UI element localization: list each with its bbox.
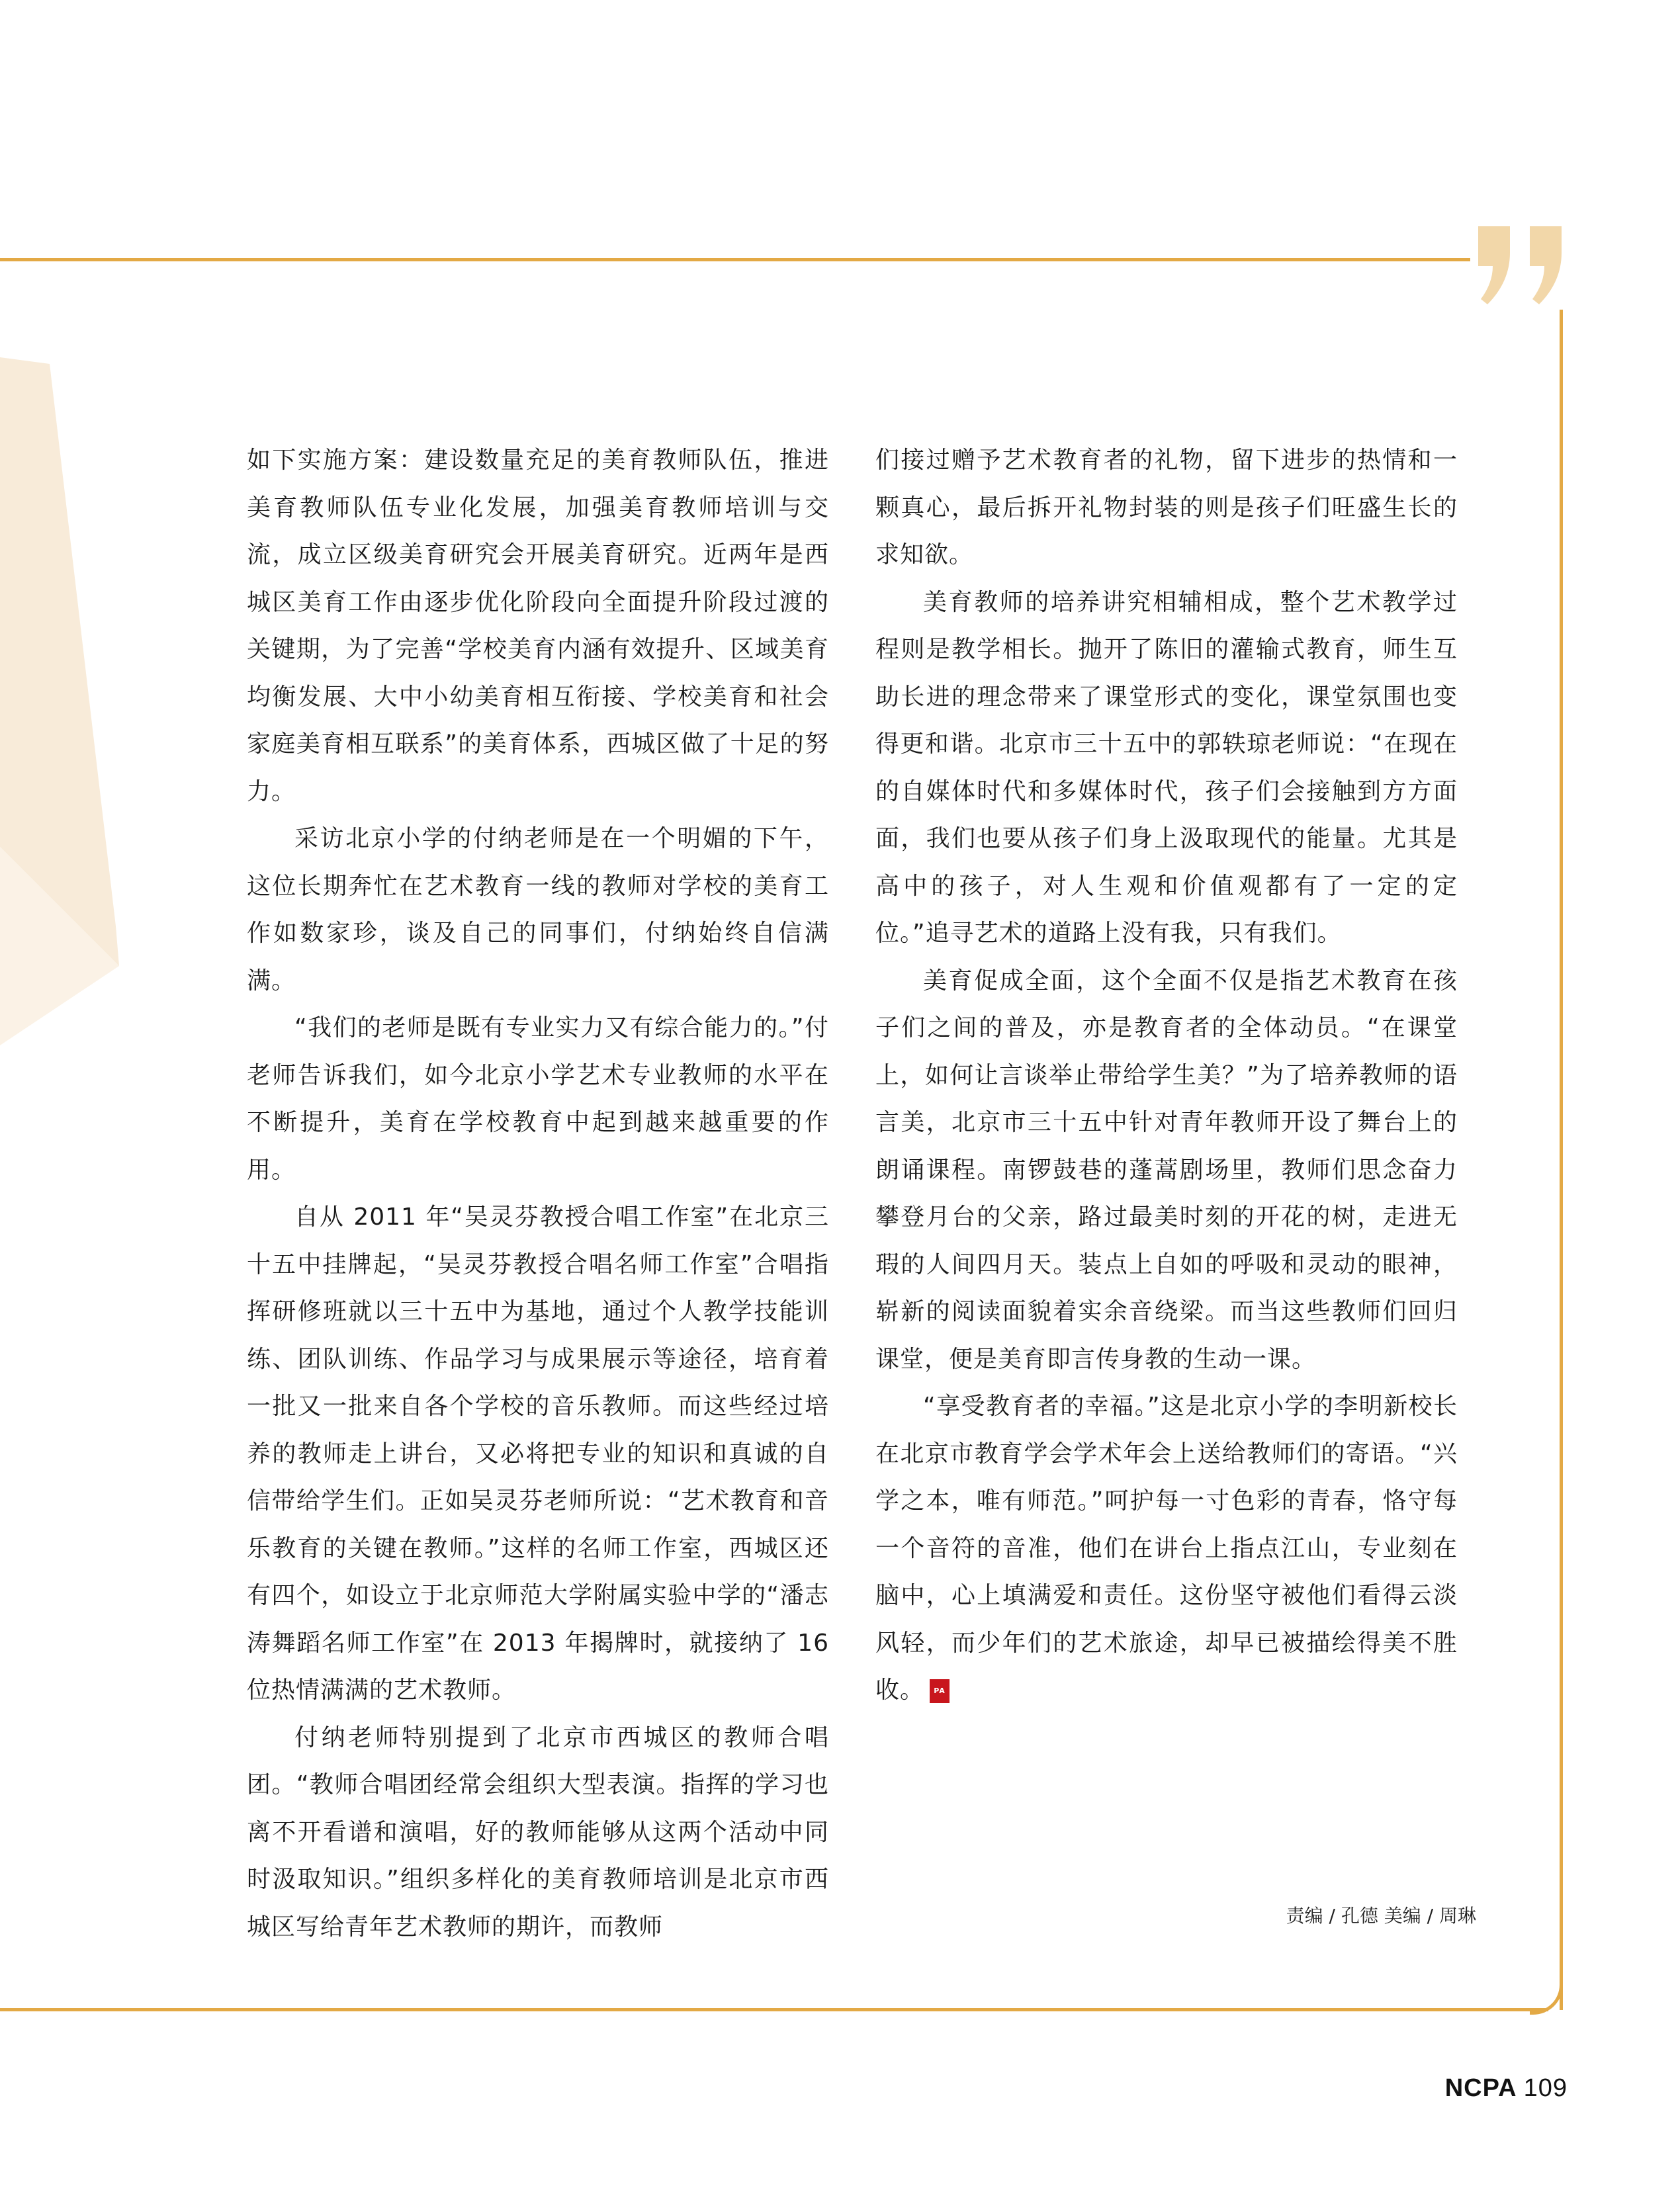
paragraph: “我们的老师是既有专业实力又有综合能力的。”付老师告诉我们，如今北京小学艺术专业教师的水平在不断提升，美育在学校教育中起到越来越重要的作用。	[247, 1014, 829, 1184]
page-number: 109	[1523, 2074, 1568, 2102]
bottom-rule	[0, 2008, 1548, 2011]
paragraph-text: “享受教育者的幸福。”这是北京小学的李明新校长在北京市教育学会学术年会上送给教师们的寄语。“兴学之本，唯有师范。”呵护每一寸色彩的青春，恪守每一个音符的音准，他们在讲台上指点江山，专业刻在脑中，心上填满爱和责任。这份坚守被他们看得云淡风轻，而少年们的艺术旅途，却早已被描绘得美不胜收。	[875, 1393, 1458, 1704]
left-column	[247, 437, 829, 1950]
decorative-wedges	[0, 344, 146, 1045]
quotation-mark-icon	[1474, 218, 1573, 311]
paragraph: 美育教师的培养讲究相辅相成，整个艺术教学过程则是教学相长。抛开了陈旧的灌输式教育，师生互助长进的理念带来了课堂形式的变化，课堂氛围也变得更和谐。北京市三十五中的郭轶琼老师说：“在现在的自媒体时代和多媒体时代，孩子们会接触到方方面面，我们也要从孩子们身上汲取现代的能量。尤其是高中的孩子，对人生观和价值观都有了一定的定位。”追寻艺术的道路上没有我，只有我们。	[875, 588, 1458, 947]
editor-credits: 责编 / 孔德 美编 / 周琳	[1286, 1905, 1476, 1927]
paragraph: 们接过赠予艺术教育者的礼物，留下进步的热情和一颗真心，最后拆开礼物封装的则是孩子们旺盛生长的求知欲。	[875, 447, 1458, 568]
publication-name: NCPA	[1444, 2074, 1517, 2102]
paragraph: 如下实施方案：建设数量充足的美育教师队伍，推进美育教师队伍专业化发展，加强美育教师培训与交流，成立区级美育研究会开展美育研究。近两年是西城区美育工作由逐步优化阶段向全面提升阶段过渡的关键期，为了完善“学校美育内涵有效提升、区域美育均衡发展、大中小幼美育相互衔接、学校美育和社会家庭美育相互联系”的美育体系，西城区做了十足的努力。	[247, 447, 829, 805]
folio	[1445, 2074, 1568, 2103]
paragraph: 自从 2011 年“吴灵芬教授合唱工作室”在北京三十五中挂牌起，“吴灵芬教授合唱名师工作室”合唱指挥研修班就以三十五中为基地，通过个人教学技能训练、团队训练、作品学习与成果展示等途径，培育着一批又一批来自各个学校的音乐教师。而这些经过培养的教师走上讲台，又必将把专业的知识和真诚的自信带给学生们。正如吴灵芬老师所说：“艺术教育和音乐教育的关键在教师。”这样的名师工作室，西城区还有四个，如设立于北京师范大学附属实验中学的“潘志涛舞蹈名师工作室”在 2013 年揭牌时，就接纳了 16 位热情满满的艺术教师。	[247, 1203, 829, 1704]
right-column	[875, 437, 1458, 1714]
right-rule	[1560, 310, 1563, 2010]
paragraph: 付纳老师特别提到了北京市西城区的教师合唱团。“教师合唱团经常会组织大型表演。指挥的学习也离不开看谱和演唱，好的教师能够从这两个活动中同时汲取知识。”组织多样化的美育教师培训是北京市西城区写给青年艺术教师的期许，而教师	[247, 1724, 829, 1941]
paragraph: 美育促成全面，这个全面不仅是指艺术教育在孩子们之间的普及，亦是教育者的全体动员。“在课堂上，如何让言谈举止带给学生美？”为了培养教师的语言美，北京市三十五中针对青年教师开设了舞台上的朗诵课程。南锣鼓巷的蓬蒿剧场里，教师们思念奋力攀登月台的父亲，路过最美时刻的开花的树，走进无瑕的人间四月天。装点上自如的呼吸和灵动的眼神，崭新的阅读面貌着实余音绕梁。而当这些教师们回归课堂，便是美育即言传身教的生动一课。	[875, 967, 1458, 1373]
paragraph	[875, 1383, 1458, 1714]
ncpa-end-mark-icon: NC PA	[930, 1679, 950, 1703]
top-rule	[0, 258, 1470, 261]
paragraph: 采访北京小学的付纳老师是在一个明媚的下午，这位长期奔忙在艺术教育一线的教师对学校的美育工作如数家珍，谈及自己的同事们，付纳始终自信满满。	[247, 825, 829, 994]
